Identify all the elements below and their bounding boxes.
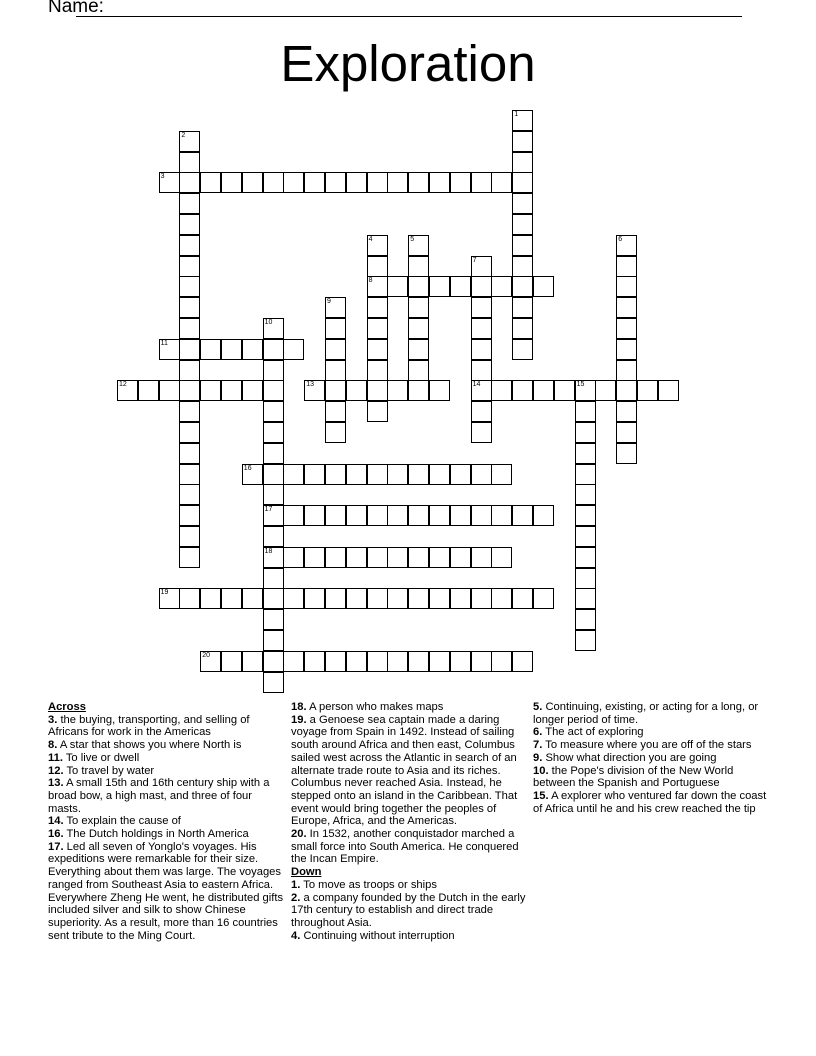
grid-cell[interactable] xyxy=(283,588,304,609)
grid-cell[interactable] xyxy=(117,380,138,401)
clue-column-2 xyxy=(291,701,527,942)
grid-cell[interactable] xyxy=(304,505,325,526)
grid-cell[interactable] xyxy=(200,172,221,193)
clue-number: 1 xyxy=(514,111,519,118)
grid-cell[interactable] xyxy=(367,464,388,485)
grid-cell[interactable] xyxy=(575,588,596,609)
grid-cell[interactable] xyxy=(387,380,408,401)
clue-across-8: 8. A star that shows you where North is xyxy=(48,739,242,752)
clue-number: 8 xyxy=(368,277,373,285)
clue-number: 17 xyxy=(264,506,273,514)
clue-number: 15 xyxy=(576,381,585,389)
grid-cell[interactable] xyxy=(179,297,200,318)
grid-cell[interactable] xyxy=(387,505,408,526)
grid-cell[interactable] xyxy=(408,256,429,277)
grid-cell[interactable] xyxy=(367,380,388,401)
clue-number: 13 xyxy=(306,381,314,389)
grid-cell[interactable] xyxy=(179,276,200,297)
grid-cell[interactable] xyxy=(408,318,429,339)
grid-cell[interactable] xyxy=(450,464,471,485)
grid-cell[interactable] xyxy=(283,339,304,360)
grid-cell[interactable] xyxy=(367,360,388,381)
grid-cell[interactable] xyxy=(471,276,492,297)
grid-cell[interactable] xyxy=(179,318,200,339)
grid-cell[interactable] xyxy=(512,172,533,193)
down-heading: Down xyxy=(291,866,322,879)
grid-cell[interactable] xyxy=(450,547,471,568)
grid-cell[interactable] xyxy=(471,505,492,526)
grid-cell[interactable] xyxy=(575,568,596,589)
grid-cell[interactable] xyxy=(138,380,159,401)
clue-number: 9 xyxy=(327,298,331,306)
grid-cell[interactable] xyxy=(429,651,450,672)
grid-cell[interactable] xyxy=(263,464,284,485)
grid-cell[interactable] xyxy=(512,505,533,526)
grid-cell[interactable] xyxy=(658,380,679,401)
grid-cell[interactable] xyxy=(325,547,346,568)
grid-cell[interactable] xyxy=(346,651,367,672)
grid-cell[interactable] xyxy=(346,380,367,401)
clue-number: 4 xyxy=(368,235,373,243)
grid-cell[interactable] xyxy=(512,193,533,214)
grid-cell[interactable] xyxy=(200,380,221,401)
grid-cell[interactable] xyxy=(325,172,346,193)
grid-cell[interactable] xyxy=(387,588,408,609)
grid-cell[interactable] xyxy=(408,547,429,568)
clue-number: 18 xyxy=(264,547,273,555)
grid-cell[interactable] xyxy=(179,422,200,443)
grid-cell[interactable] xyxy=(159,172,180,193)
grid-cell[interactable] xyxy=(263,651,284,672)
grid-cell[interactable] xyxy=(304,651,325,672)
grid-cell[interactable] xyxy=(533,588,554,609)
grid-cell[interactable] xyxy=(263,672,284,693)
grid-cell[interactable] xyxy=(242,172,263,193)
grid-cell[interactable] xyxy=(575,422,596,443)
clue-across-17: 17. Led all seven of Yonglo's voyages. His expeditions were remarkable for their size. Everything about them was large. The voyages ranged from Southeast Asia to eastern Africa. Everywhere Zheng He went, he distributed gifts included silver and silk to show Chinese superiority. As a result, more than 16 countries sent tribute to the Ming Court. xyxy=(48,840,284,942)
grid-cell[interactable] xyxy=(367,651,388,672)
grid-cell[interactable] xyxy=(491,588,512,609)
clue-number: 10 xyxy=(264,319,273,326)
grid-cell[interactable] xyxy=(263,505,284,526)
grid-cell[interactable] xyxy=(263,318,284,339)
grid-cell[interactable] xyxy=(408,235,429,256)
grid-cell[interactable] xyxy=(575,464,596,485)
grid-cell[interactable] xyxy=(471,588,492,609)
grid-cell[interactable] xyxy=(408,505,429,526)
grid-cell[interactable] xyxy=(221,588,242,609)
grid-cell[interactable] xyxy=(263,360,284,381)
grid-cell[interactable] xyxy=(179,360,200,381)
grid-cell[interactable] xyxy=(304,588,325,609)
grid-cell[interactable] xyxy=(263,568,284,589)
clue-across-18: 18. A person who makes maps xyxy=(291,701,444,713)
grid-cell[interactable] xyxy=(408,276,429,297)
grid-cell[interactable] xyxy=(471,380,492,401)
grid-cell[interactable] xyxy=(408,339,429,360)
grid-cell[interactable] xyxy=(491,172,512,193)
grid-cell[interactable] xyxy=(616,339,637,360)
clue-down-7: 7. To measure where you are off of the stars xyxy=(533,739,752,752)
grid-cell[interactable] xyxy=(263,588,284,609)
grid-cell[interactable] xyxy=(575,630,596,651)
clue-across-13: 13. A small 15th and 16th century ship with a broad bow, a high mast, and three of four masts. xyxy=(48,777,270,815)
grid-cell[interactable] xyxy=(346,588,367,609)
grid-cell[interactable] xyxy=(512,318,533,339)
grid-cell[interactable] xyxy=(346,172,367,193)
grid-cell[interactable] xyxy=(491,380,512,401)
grid-cell[interactable] xyxy=(616,443,637,464)
clue-across-3: 3. the buying, transporting, and selling of Africans for work in the Americas xyxy=(48,713,250,739)
grid-cell[interactable] xyxy=(387,172,408,193)
grid-cell[interactable] xyxy=(491,464,512,485)
clue-down-10: 10. the Pope's division of the New World between the Spanish and Portuguese xyxy=(533,764,734,790)
grid-cell[interactable] xyxy=(179,214,200,235)
grid-cell[interactable] xyxy=(263,547,284,568)
grid-cell[interactable] xyxy=(575,609,596,630)
clue-across-19: 19. a Genoese sea captain made a daring voyage from Spain in 1492. Instead of sailing south around Africa and then east, Columbus sailed west across the Atlantic in search of an alternate trade route to Asia and its riches. Columbus never reached Asia. Instead, he stepped onto an island in the Caribbean. That event would bring together the peoples of Europe, Africa, and the Americas. xyxy=(291,713,518,828)
grid-cell[interactable] xyxy=(179,484,200,505)
grid-cell[interactable] xyxy=(512,276,533,297)
grid-cell[interactable] xyxy=(221,172,242,193)
clue-across-14: 14. To explain the cause of xyxy=(48,815,181,828)
grid-cell[interactable] xyxy=(533,505,554,526)
grid-cell[interactable] xyxy=(159,380,180,401)
grid-cell[interactable] xyxy=(221,339,242,360)
grid-cell[interactable] xyxy=(179,380,200,401)
grid-cell[interactable] xyxy=(179,526,200,547)
grid-cell[interactable] xyxy=(512,214,533,235)
grid-cell[interactable] xyxy=(471,256,492,277)
grid-cell[interactable] xyxy=(471,172,492,193)
clue-down-5: 5. Continuing, existing, or acting for a long, or longer period of time. xyxy=(533,701,759,726)
grid-cell[interactable] xyxy=(263,526,284,547)
grid-cell[interactable] xyxy=(408,651,429,672)
grid-cell[interactable] xyxy=(242,339,263,360)
grid-cell[interactable] xyxy=(283,172,304,193)
grid-cell[interactable] xyxy=(616,276,637,297)
grid-cell[interactable] xyxy=(616,297,637,318)
clue-down-4: 4. Continuing without interruption xyxy=(291,929,455,942)
grid-cell[interactable] xyxy=(304,172,325,193)
grid-cell[interactable] xyxy=(471,339,492,360)
grid-cell[interactable] xyxy=(616,380,637,401)
clue-number: 3 xyxy=(160,173,165,181)
grid-cell[interactable] xyxy=(616,360,637,381)
grid-cell[interactable] xyxy=(575,443,596,464)
grid-cell[interactable] xyxy=(242,588,263,609)
grid-cell[interactable] xyxy=(263,380,284,401)
grid-cell[interactable] xyxy=(367,235,388,256)
grid-cell[interactable] xyxy=(450,588,471,609)
grid-cell[interactable] xyxy=(263,339,284,360)
grid-cell[interactable] xyxy=(283,464,304,485)
grid-cell[interactable] xyxy=(200,339,221,360)
grid-cell[interactable] xyxy=(471,360,492,381)
grid-cell[interactable] xyxy=(471,297,492,318)
clue-down-2: 2. a company founded by the Dutch in the early 17th century to establish and direct trade throughout Asia. xyxy=(291,891,526,929)
grid-cell[interactable] xyxy=(616,235,637,256)
grid-cell[interactable] xyxy=(471,547,492,568)
grid-cell[interactable] xyxy=(367,588,388,609)
grid-cell[interactable] xyxy=(491,505,512,526)
grid-cell[interactable] xyxy=(159,339,180,360)
grid-cell[interactable] xyxy=(408,380,429,401)
grid-cell[interactable] xyxy=(491,651,512,672)
grid-cell[interactable] xyxy=(491,547,512,568)
grid-cell[interactable] xyxy=(263,422,284,443)
grid-cell[interactable] xyxy=(179,131,200,152)
grid-cell[interactable] xyxy=(325,588,346,609)
clue-down-15: 15. A explorer who ventured far down the coast of Africa until he and his crew reached the tip xyxy=(533,789,767,815)
clue-number: 11 xyxy=(160,339,168,347)
grid-cell[interactable] xyxy=(387,651,408,672)
grid-cell[interactable] xyxy=(387,547,408,568)
grid-cell[interactable] xyxy=(367,547,388,568)
grid-cell[interactable] xyxy=(242,380,263,401)
grid-cell[interactable] xyxy=(387,276,408,297)
across-heading: Across xyxy=(48,701,86,713)
clue-down-1: 1. To move as troops or ships xyxy=(291,878,437,891)
grid-cell[interactable] xyxy=(575,401,596,422)
grid-cell[interactable] xyxy=(429,380,450,401)
grid-cell[interactable] xyxy=(325,339,346,360)
grid-cell[interactable] xyxy=(512,256,533,277)
grid-cell[interactable] xyxy=(159,588,180,609)
grid-cell[interactable] xyxy=(179,588,200,609)
grid-cell[interactable] xyxy=(471,464,492,485)
grid-cell[interactable] xyxy=(304,464,325,485)
grid-cell[interactable] xyxy=(512,339,533,360)
grid-cell[interactable] xyxy=(512,297,533,318)
grid-cell[interactable] xyxy=(512,588,533,609)
grid-cell[interactable] xyxy=(325,401,346,422)
grid-cell[interactable] xyxy=(533,276,554,297)
clue-number: 20 xyxy=(202,651,210,659)
grid-cell[interactable] xyxy=(367,339,388,360)
grid-cell[interactable] xyxy=(346,505,367,526)
grid-cell[interactable] xyxy=(575,547,596,568)
grid-cell[interactable] xyxy=(367,297,388,318)
clue-down-9: 9. Show what direction you are going xyxy=(533,751,717,764)
grid-cell[interactable] xyxy=(179,193,200,214)
grid-cell[interactable] xyxy=(408,297,429,318)
grid-cell[interactable] xyxy=(429,588,450,609)
grid-cell[interactable] xyxy=(263,609,284,630)
clue-number: 16 xyxy=(243,464,252,472)
grid-cell[interactable] xyxy=(325,422,346,443)
clue-down-6: 6. The act of exploring xyxy=(533,726,644,739)
grid-cell[interactable] xyxy=(325,380,346,401)
grid-cell[interactable] xyxy=(325,360,346,381)
grid-cell[interactable] xyxy=(616,256,637,277)
grid-cell[interactable] xyxy=(179,152,200,173)
grid-cell[interactable] xyxy=(512,380,533,401)
grid-cell[interactable] xyxy=(367,256,388,277)
grid-cell[interactable] xyxy=(471,651,492,672)
grid-cell[interactable] xyxy=(429,547,450,568)
grid-cell[interactable] xyxy=(450,505,471,526)
grid-cell[interactable] xyxy=(179,443,200,464)
grid-cell[interactable] xyxy=(304,380,325,401)
grid-cell[interactable] xyxy=(471,422,492,443)
grid-cell[interactable] xyxy=(304,547,325,568)
grid-cell[interactable] xyxy=(367,318,388,339)
grid-cell[interactable] xyxy=(179,505,200,526)
clue-number: 2 xyxy=(181,131,186,139)
clue-number: 14 xyxy=(472,381,481,389)
grid-cell[interactable] xyxy=(221,651,242,672)
grid-cell[interactable] xyxy=(263,484,284,505)
grid-cell[interactable] xyxy=(533,380,554,401)
grid-cell[interactable] xyxy=(221,380,242,401)
clue-number: 6 xyxy=(618,235,623,243)
grid-cell[interactable] xyxy=(512,110,533,131)
grid-cell[interactable] xyxy=(408,360,429,381)
clue-column-1 xyxy=(48,701,288,942)
grid-cell[interactable] xyxy=(429,172,450,193)
clue-column-3 xyxy=(533,701,768,815)
grid-cell[interactable] xyxy=(367,401,388,422)
grid-cell[interactable] xyxy=(450,651,471,672)
grid-cell[interactable] xyxy=(471,401,492,422)
grid-cell[interactable] xyxy=(429,276,450,297)
grid-cell[interactable] xyxy=(263,401,284,422)
grid-cell[interactable] xyxy=(450,172,471,193)
grid-cell[interactable] xyxy=(429,464,450,485)
name-label: Name: xyxy=(48,0,104,17)
grid-cell[interactable] xyxy=(200,588,221,609)
grid-cell[interactable] xyxy=(367,505,388,526)
grid-cell[interactable] xyxy=(325,651,346,672)
clue-across-20: 20. In 1532, another conquistador marched a small force into South America. He conquered the Incan Empire. xyxy=(291,828,519,866)
grid-cell[interactable] xyxy=(575,505,596,526)
grid-cell[interactable] xyxy=(367,172,388,193)
grid-cell[interactable] xyxy=(283,651,304,672)
grid-cell[interactable] xyxy=(263,630,284,651)
clue-across-12: 12. To travel by water xyxy=(48,764,155,777)
grid-cell[interactable] xyxy=(637,380,658,401)
grid-cell[interactable] xyxy=(283,547,304,568)
grid-cell[interactable] xyxy=(616,422,637,443)
grid-cell[interactable] xyxy=(512,152,533,173)
clue-number: 5 xyxy=(410,235,415,243)
grid-cell[interactable] xyxy=(408,588,429,609)
grid-cell[interactable] xyxy=(471,318,492,339)
clue-number: 12 xyxy=(119,381,127,389)
grid-cell[interactable] xyxy=(179,172,200,193)
grid-cell[interactable] xyxy=(346,464,367,485)
grid-cell[interactable] xyxy=(179,256,200,277)
grid-cell[interactable] xyxy=(325,464,346,485)
grid-cell[interactable] xyxy=(616,401,637,422)
grid-cell[interactable] xyxy=(242,651,263,672)
clue-across-16: 16. The Dutch holdings in North America xyxy=(48,828,249,841)
grid-cell[interactable] xyxy=(554,380,575,401)
grid-cell[interactable] xyxy=(179,464,200,485)
clue-number: 7 xyxy=(472,256,477,264)
clue-number: 19 xyxy=(160,589,169,597)
grid-cell[interactable] xyxy=(408,464,429,485)
grid-cell[interactable] xyxy=(346,547,367,568)
grid-cell[interactable] xyxy=(491,276,512,297)
grid-cell[interactable] xyxy=(242,464,263,485)
grid-cell[interactable] xyxy=(387,464,408,485)
grid-cell[interactable] xyxy=(595,380,616,401)
grid-cell[interactable] xyxy=(367,276,388,297)
grid-cell[interactable] xyxy=(179,547,200,568)
grid-cell[interactable] xyxy=(283,505,304,526)
grid-cell[interactable] xyxy=(512,131,533,152)
grid-cell[interactable] xyxy=(512,651,533,672)
grid-cell[interactable] xyxy=(179,339,200,360)
grid-cell[interactable] xyxy=(179,235,200,256)
grid-cell[interactable] xyxy=(408,172,429,193)
grid-cell[interactable] xyxy=(325,505,346,526)
page-title: Exploration xyxy=(280,35,536,92)
grid-cell[interactable] xyxy=(200,651,221,672)
grid-cell[interactable] xyxy=(179,401,200,422)
grid-cell[interactable] xyxy=(263,443,284,464)
grid-cell[interactable] xyxy=(325,318,346,339)
clue-across-11: 11. To live or dwell xyxy=(48,751,140,764)
grid-cell[interactable] xyxy=(325,297,346,318)
grid-cell[interactable] xyxy=(263,172,284,193)
grid-cell[interactable] xyxy=(429,505,450,526)
grid-cell[interactable] xyxy=(575,380,596,401)
grid-cell[interactable] xyxy=(575,526,596,547)
grid-cell[interactable] xyxy=(616,318,637,339)
grid-cell[interactable] xyxy=(575,484,596,505)
grid-cell[interactable] xyxy=(512,235,533,256)
grid-cell[interactable] xyxy=(450,276,471,297)
